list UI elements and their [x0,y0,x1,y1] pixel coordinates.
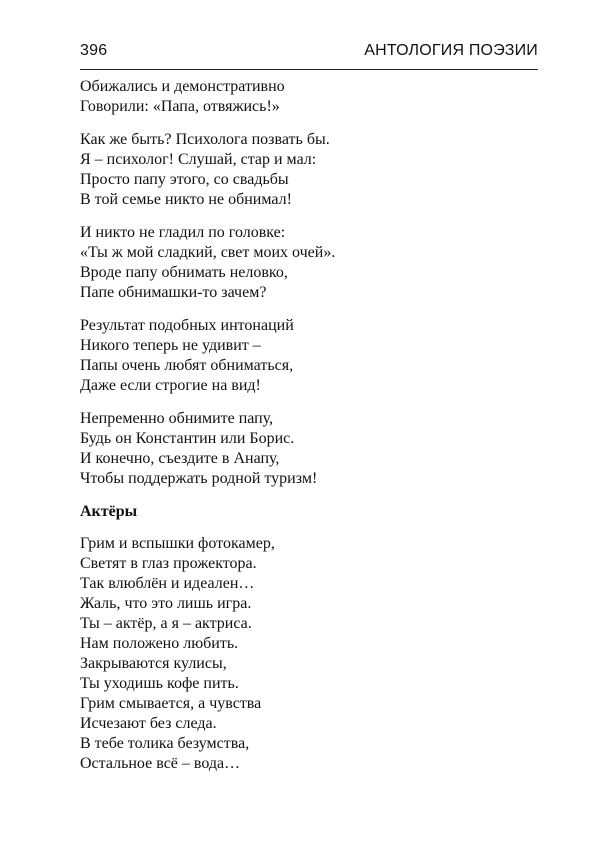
poem-line: Грим и вспышки фотокамер, [80,535,275,552]
poem-line: Просто папу этого, со свадьбы [80,171,289,188]
poem-title: Актёры [80,503,138,520]
stanza [80,223,540,303]
poem-line: Результат подобных интонаций [80,317,294,334]
poem-line: Нам положено любить. [80,635,239,652]
poem-line: Я – психолог! Слушай, стар и мал: [80,151,317,168]
poem-line: Говорили: «Папа, отвяжись!» [80,98,280,115]
poem-line: Жаль, что это лишь игра. [80,595,252,612]
poem-line: В той семье никто не обнимал! [80,191,292,208]
poem-line: Даже если строгие на вид! [80,377,261,394]
stanza [80,534,540,774]
book-title: АНТОЛОГИЯ ПОЭЗИИ [364,42,538,59]
poem-line: Светят в глаз прожектора. [80,555,257,572]
poem-line: Ты – актёр, а я – актриса. [80,615,252,632]
poem-line: Как же быть? Психолога позвать бы. [80,131,330,148]
poem-line: Обижались и демонстративно [80,78,285,95]
poem-line: «Ты ж мой сладкий, свет моих очей». [80,244,336,261]
poem-line: Папы очень любят обниматься, [80,357,294,374]
poem-line: Остальное всё – вода… [80,755,241,772]
poem-line: В тебе толика безумства, [80,735,250,752]
poem-line: Закрываются кулисы, [80,655,227,672]
poem-line: Чтобы поддержать родной туризм! [80,470,318,487]
header-divider [80,69,538,70]
poem-line: Будь он Константин или Борис. [80,430,295,447]
poem-line: Грим смывается, а чувства [80,695,262,712]
running-header [80,36,538,60]
poem-line: Папе обнимашки-то зачем? [80,284,267,301]
poem-line: Никого теперь не удивит – [80,337,261,354]
page-number: 396 [80,42,108,59]
stanza [80,77,540,117]
poem-line: И конечно, съездите в Анапу, [80,450,280,467]
poem-line: Так влюблён и идеален… [80,575,255,592]
poem-line: Вроде папу обнимать неловко, [80,264,288,281]
poem-line: Ты уходишь кофе пить. [80,675,239,692]
stanza [80,316,540,396]
poem-line: Исчезают без следа. [80,715,217,732]
stanza [80,409,540,489]
poem-line: И никто не гладил по головке: [80,224,286,241]
poem-line: Непременно обнимите папу, [80,410,274,427]
page-body [80,77,540,787]
stanza [80,130,540,210]
